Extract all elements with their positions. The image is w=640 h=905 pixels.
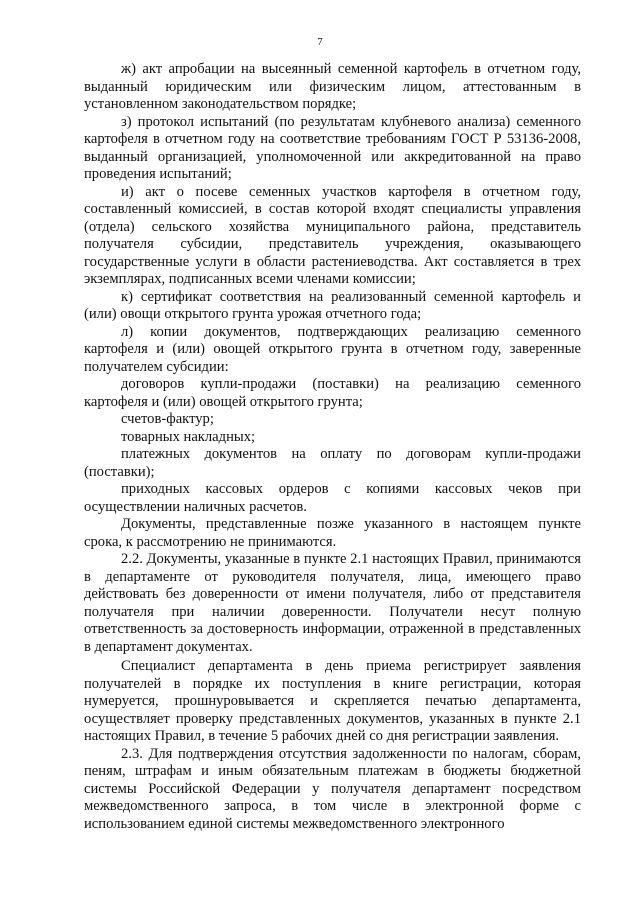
paragraph-specialist-registration: Специалист департамента в день приема регистрирует заявления получателей в порядке их поступления в книге регистрации, которая нумеруется, прошнуровывается и скрепляется печатью департамента, осуществляет проверку представленных документов, указанных в пункте 2.1 настоящих Правил, в течение 5 рабочих дней со дня регистрации заявления. xyxy=(84,658,581,744)
paragraph-invoices: счетов-фактур; xyxy=(121,411,214,427)
paragraph-k-certificate: к) сертификат соответствия на реализованный семенной картофель и (или) овощи открытого грунта урожая отчетного года; xyxy=(84,288,581,322)
paragraph-late-documents: Документы, представленные позже указанного в настоящем пункте срока, к рассмотрению не принимаются. xyxy=(84,516,581,550)
paragraph-zh-approbation-act: ж) акт апробации на высеянный семенной картофель в отчетном году, выданный юридическим или физическим лицом, аттестованным в установленном законодательством порядке; xyxy=(84,61,581,112)
paragraph-waybills: товарных накладных; xyxy=(121,428,256,445)
paragraph-2-2-documents-acceptance: 2.2. Документы, указанные в пункте 2.1 настоящих Правил, принимаются в департаменте от руководителя получателя, лица, имеющего право действовать без доверенности от имени получателя, либо от представителя получателя при наличии доверенности. Получатели несут полную ответственность за достоверность информации, отраженной в представленных в департамент документах. xyxy=(84,551,581,655)
paragraph-l-document-copies: л) копии документов, подтверждающих реализацию семенного картофеля и (или) овощей открытого грунта в отчетном году, заверенные получателем субсидии: xyxy=(84,323,581,375)
paragraph-2-3-debt-confirmation: 2.3. Для подтверждения отсутствия задолженности по налогам, сборам, пеням, штрафам и иным обязательным платежам в бюджеты бюджетной системы Российской Федерации у получателя департамент посредством межведомственного запроса, в том числе в электронной форме с использованием единой системы межведомственного электронного xyxy=(84,745,581,832)
paragraph-payment-documents: платежных документов на оплату по договорам купли-продажи (поставки); xyxy=(84,446,581,480)
paragraph-z-test-protocol: з) протокол испытаний (по результатам клубневого анализа) семенного картофеля в отчетном году на соответствие требованиям ГОСТ Р 53136-2008, выданный организацией, уполномоченной или аккредитованной на право проведения испытаний; xyxy=(84,113,581,182)
page-number: 7 xyxy=(317,36,323,48)
document-body xyxy=(84,61,581,833)
paragraph-sale-contracts: договоров купли-продажи (поставки) на реализацию семенного картофеля и (или) овощей открытого грунта; xyxy=(84,376,581,410)
paragraph-cash-orders: приходных кассовых ордеров с копиями кассовых чеков при осуществлении наличных расчетов. xyxy=(84,481,581,515)
paragraph-i-sowing-act: и) акт о посеве семенных участков картофеля в отчетном году, составленный комиссией, в состав которой входят специалисты управления (отдела) сельского хозяйства муниципального района, представитель получателя субсидии, представитель учреждения, оказывающего государственные услуги в области растениеводства. Акт составляется в трех экземплярах, подписанных всеми членами комиссии; xyxy=(84,183,581,287)
